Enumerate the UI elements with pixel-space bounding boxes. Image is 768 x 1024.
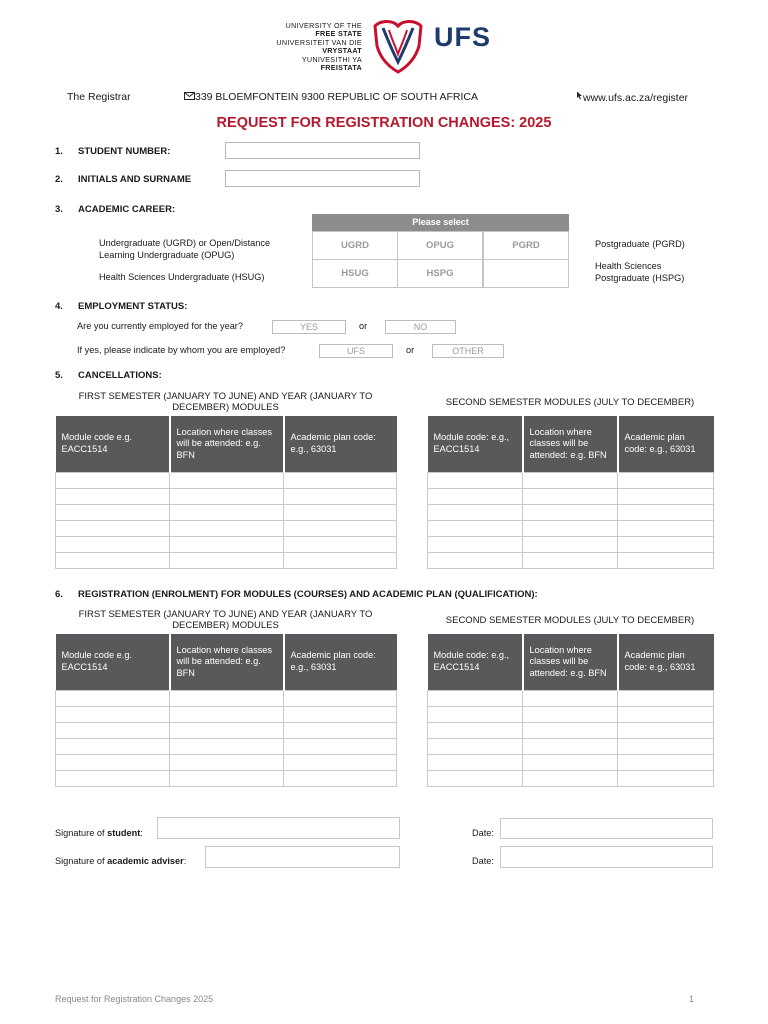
logo-line: UNIVERSITY OF THE: [285, 21, 362, 30]
table-cell[interactable]: [428, 706, 523, 722]
table-cell[interactable]: [284, 536, 397, 552]
student-signature-label: [55, 828, 143, 838]
table-row: [56, 504, 397, 520]
table-cell[interactable]: [618, 770, 714, 786]
table-cell[interactable]: [523, 472, 618, 488]
table-cell[interactable]: [618, 472, 714, 488]
career-option-hspg[interactable]: HSPG: [397, 259, 483, 288]
table-cell[interactable]: [170, 770, 284, 786]
section-number: 3.: [55, 204, 63, 215]
column-header: Location where classes will be attended: e.g. BFN: [523, 634, 618, 690]
registration-first-semester-table: [55, 634, 397, 787]
table-cell[interactable]: [284, 488, 397, 504]
column-header: Location where classes will be attended: e.g. BFN: [170, 416, 284, 472]
mouse-pointer-icon: [576, 91, 583, 100]
table-cell[interactable]: [618, 690, 714, 706]
career-desc-ugrd: Undergraduate (UGRD) or Open/Distance Learning Undergraduate (OPUG): [99, 238, 271, 260]
adviser-date-field[interactable]: [500, 846, 713, 868]
logo-line: FREE STATE: [315, 29, 362, 39]
table-row: [428, 536, 714, 552]
student-signature-field[interactable]: [157, 817, 400, 839]
ufs-wordmark: UFS: [434, 22, 491, 52]
table-cell[interactable]: [523, 722, 618, 738]
adviser-signature-field[interactable]: [205, 846, 400, 868]
student-number-input[interactable]: [225, 142, 420, 159]
table-cell[interactable]: [56, 488, 170, 504]
table-cell[interactable]: [428, 472, 523, 488]
table-cell[interactable]: [523, 754, 618, 770]
table-cell[interactable]: [428, 754, 523, 770]
table-cell[interactable]: [284, 520, 397, 536]
table-row: [56, 690, 397, 706]
table-cell[interactable]: [56, 770, 170, 786]
section-number: 1.: [55, 146, 63, 157]
page-number: 1: [689, 994, 695, 1004]
column-header: Academic plan code: e.g., 63031: [284, 634, 397, 690]
table-cell[interactable]: [618, 552, 714, 568]
table-row: [428, 504, 714, 520]
table-cell[interactable]: [523, 536, 618, 552]
table-cell[interactable]: [618, 738, 714, 754]
table-row: [56, 536, 397, 552]
second-semester-title: SECOND SEMESTER MODULES (JULY TO DECEMBER): [445, 615, 695, 626]
table-cell[interactable]: [523, 770, 618, 786]
footer-title: Request for Registration Changes 2025: [55, 994, 214, 1004]
table-cell[interactable]: [170, 472, 284, 488]
table-cell[interactable]: [170, 504, 284, 520]
table-cell[interactable]: [284, 552, 397, 568]
label-bold: academic adviser: [107, 856, 184, 866]
career-option-empty[interactable]: [483, 259, 569, 288]
label-text: Signature of: [55, 856, 108, 866]
career-option-hsug[interactable]: HSUG: [312, 259, 398, 288]
second-semester-title: SECOND SEMESTER MODULES (JULY TO DECEMBER): [445, 397, 695, 408]
university-name-block: [250, 22, 362, 72]
or-label: or: [359, 321, 368, 331]
label-text: Signature of: [55, 828, 108, 838]
career-option-opug[interactable]: OPUG: [397, 231, 483, 260]
table-cell[interactable]: [170, 706, 284, 722]
column-header: Location where classes will be attended: e.g. BFN: [170, 634, 284, 690]
table-cell[interactable]: [284, 722, 397, 738]
career-desc-hsug: Health Sciences Undergraduate (HSUG): [99, 272, 265, 282]
column-header: Module code e.g. EACC1514: [56, 416, 170, 472]
career-desc-pgrd: Postgraduate (PGRD): [595, 239, 685, 249]
table-cell[interactable]: [56, 690, 170, 706]
table-cell[interactable]: [56, 552, 170, 568]
table-cell[interactable]: [56, 520, 170, 536]
ufs-shield-logo: [369, 16, 427, 74]
first-semester-title: FIRST SEMESTER (JANUARY TO JUNE) AND YEAR (JANUARY TO DECEMBER) MODULES: [78, 391, 373, 413]
section-number: 2.: [55, 174, 63, 185]
logo-line: VRYSTAAT: [322, 46, 362, 56]
career-desc-hspg: Health Sciences Postgraduate (HSPG): [595, 261, 685, 283]
table-cell[interactable]: [284, 706, 397, 722]
table-row: [56, 754, 397, 770]
page-title: REQUEST FOR REGISTRATION CHANGES: 2025: [216, 115, 552, 131]
table-cell[interactable]: [170, 690, 284, 706]
column-header: Module code: e.g., EACC1514: [428, 634, 523, 690]
table-cell[interactable]: [428, 770, 523, 786]
employed-yes-option[interactable]: YES: [272, 320, 346, 334]
employed-question: Are you currently employed for the year?: [77, 321, 243, 331]
table-cell[interactable]: [428, 504, 523, 520]
table-cell[interactable]: [284, 754, 397, 770]
employer-question: If yes, please indicate by whom you are employed?: [77, 345, 286, 355]
table-row: [56, 552, 397, 568]
table-cell[interactable]: [284, 504, 397, 520]
table-cell[interactable]: [523, 504, 618, 520]
table-cell[interactable]: [618, 706, 714, 722]
student-date-field[interactable]: [500, 818, 713, 839]
date-label: Date:: [472, 856, 494, 866]
initials-surname-input[interactable]: [225, 170, 420, 187]
table-row: [428, 488, 714, 504]
table-cell[interactable]: [618, 722, 714, 738]
table-row: [56, 488, 397, 504]
table-cell[interactable]: [56, 536, 170, 552]
career-option-ugrd[interactable]: UGRD: [312, 231, 398, 260]
employer-ufs-option[interactable]: UFS: [319, 344, 393, 358]
table-cell[interactable]: [618, 754, 714, 770]
table-row: [428, 722, 714, 738]
label-text: :: [183, 856, 187, 866]
table-cell[interactable]: [170, 754, 284, 770]
first-semester-title: FIRST SEMESTER (JANUARY TO JUNE) AND YEAR (JANUARY TO DECEMBER) MODULES: [78, 609, 373, 631]
website-line: [576, 91, 688, 104]
column-header: Academic plan code: e.g., 63031: [618, 416, 714, 472]
table-cell[interactable]: [523, 738, 618, 754]
table-row: [428, 770, 714, 786]
table-cell[interactable]: [170, 488, 284, 504]
address-text: 339 BLOEMFONTEIN 9300 REPUBLIC OF SOUTH AFRICA: [195, 91, 478, 103]
table-cell[interactable]: [56, 706, 170, 722]
table-row: [56, 722, 397, 738]
table-row: [56, 738, 397, 754]
table-cell[interactable]: [428, 690, 523, 706]
table-row: [56, 520, 397, 536]
or-label: or: [406, 345, 415, 355]
column-header: Academic plan code: e.g., 63031: [284, 416, 397, 472]
table-row: [428, 754, 714, 770]
employer-other-option[interactable]: OTHER: [432, 344, 504, 358]
section-number: 6.: [55, 589, 63, 600]
table-cell[interactable]: [428, 536, 523, 552]
column-header: Location where classes will be attended: e.g. BFN: [523, 416, 618, 472]
table-row: [56, 472, 397, 488]
table-row: [428, 472, 714, 488]
label-bold: student: [107, 828, 141, 838]
logo-line: FREISTATA: [320, 63, 362, 73]
label-text: :: [140, 828, 143, 838]
table-cell[interactable]: [523, 690, 618, 706]
table-cell[interactable]: [523, 488, 618, 504]
table-cell[interactable]: [428, 738, 523, 754]
adviser-signature-label: [55, 856, 186, 866]
table-cell[interactable]: [56, 472, 170, 488]
table-cell[interactable]: [523, 520, 618, 536]
table-row: [56, 770, 397, 786]
table-cell[interactable]: [618, 488, 714, 504]
table-cell[interactable]: [523, 552, 618, 568]
website-link[interactable]: www.ufs.ac.za/register: [583, 92, 689, 104]
logo-line: YUNIVESITHI YA: [301, 54, 362, 64]
table-cell[interactable]: [618, 520, 714, 536]
table-cell[interactable]: [170, 520, 284, 536]
section-number: 4.: [55, 301, 63, 312]
table-cell[interactable]: [284, 770, 397, 786]
career-select-header: Please select: [312, 214, 569, 231]
cancellations-second-semester-table: [427, 416, 714, 569]
employed-no-option[interactable]: NO: [385, 320, 456, 334]
envelope-icon: [184, 92, 195, 100]
logo-line: UNIVERSITEIT VAN DIE: [276, 37, 362, 47]
date-label: Date:: [472, 828, 494, 838]
table-cell[interactable]: [56, 754, 170, 770]
table-cell[interactable]: [170, 552, 284, 568]
employment-status-label: EMPLOYMENT STATUS:: [78, 301, 188, 312]
student-number-label: STUDENT NUMBER:: [78, 146, 171, 157]
address-line: [184, 91, 478, 103]
table-cell[interactable]: [56, 504, 170, 520]
table-cell[interactable]: [618, 536, 714, 552]
table-cell[interactable]: [170, 722, 284, 738]
column-header: Module code e.g. EACC1514: [56, 634, 170, 690]
registration-label: REGISTRATION (ENROLMENT) FOR MODULES (COURSES) AND ACADEMIC PLAN (QUALIFICATION):: [78, 589, 538, 600]
table-cell[interactable]: [428, 722, 523, 738]
career-option-pgrd[interactable]: PGRD: [483, 231, 569, 260]
table-cell[interactable]: [284, 690, 397, 706]
table-cell[interactable]: [428, 552, 523, 568]
table-cell[interactable]: [428, 520, 523, 536]
table-cell[interactable]: [170, 738, 284, 754]
table-cell[interactable]: [523, 706, 618, 722]
column-header: Academic plan code: e.g., 63031: [618, 634, 714, 690]
registration-second-semester-table: [427, 634, 714, 787]
initials-surname-label: INITIALS AND SURNAME: [78, 174, 192, 185]
table-row: [428, 520, 714, 536]
table-row: [428, 690, 714, 706]
table-cell[interactable]: [284, 472, 397, 488]
table-row: [56, 706, 397, 722]
cancellations-first-semester-table: [55, 416, 397, 569]
section-number: 5.: [55, 370, 63, 381]
table-cell[interactable]: [284, 738, 397, 754]
table-cell[interactable]: [428, 488, 523, 504]
table-row: [428, 552, 714, 568]
table-row: [428, 706, 714, 722]
table-row: [428, 738, 714, 754]
column-header: Module code: e.g., EACC1514: [428, 416, 523, 472]
cancellations-label: CANCELLATIONS:: [78, 370, 162, 381]
table-cell[interactable]: [56, 722, 170, 738]
academic-career-label: ACADEMIC CAREER:: [78, 204, 176, 215]
table-cell[interactable]: [56, 738, 170, 754]
table-cell[interactable]: [170, 536, 284, 552]
table-cell[interactable]: [618, 504, 714, 520]
registrar-label: The Registrar: [67, 91, 131, 103]
